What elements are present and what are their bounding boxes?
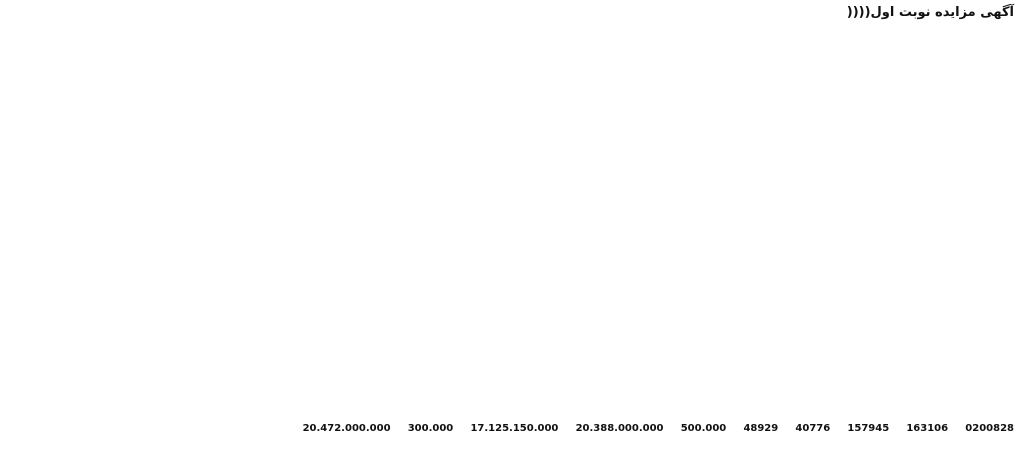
notice-figure: 48929 — [743, 423, 779, 434]
notice-paragraph-5 — [10, 355, 1014, 415]
notice-figure: 163106 — [906, 423, 949, 434]
notice-figure: 500.000 — [680, 423, 727, 434]
notice-figure: 40776 — [795, 423, 831, 434]
notice-paragraph-intro — [10, 28, 1014, 43]
notice-paragraph-2 — [10, 205, 1014, 249]
notice-figure: 20.388.000.000 — [575, 423, 664, 434]
notice-figure: 17.125.150.000 — [470, 423, 559, 434]
notice-figures — [10, 421, 1014, 436]
notice-figure: 157945 — [847, 423, 890, 434]
notice-paragraph-4 — [10, 305, 1014, 349]
notice-figure: 20.472.000.000 — [302, 423, 391, 434]
notice-figure: 300.000 — [407, 423, 454, 434]
notice-figure: 0200828 — [965, 423, 1014, 434]
notice-paragraph-3 — [10, 255, 1014, 299]
notice-signature — [10, 444, 1014, 459]
notice-paragraph-main — [10, 49, 1014, 199]
notice-title: آگهی مزایده نوبت اول(((( — [846, 5, 1014, 20]
